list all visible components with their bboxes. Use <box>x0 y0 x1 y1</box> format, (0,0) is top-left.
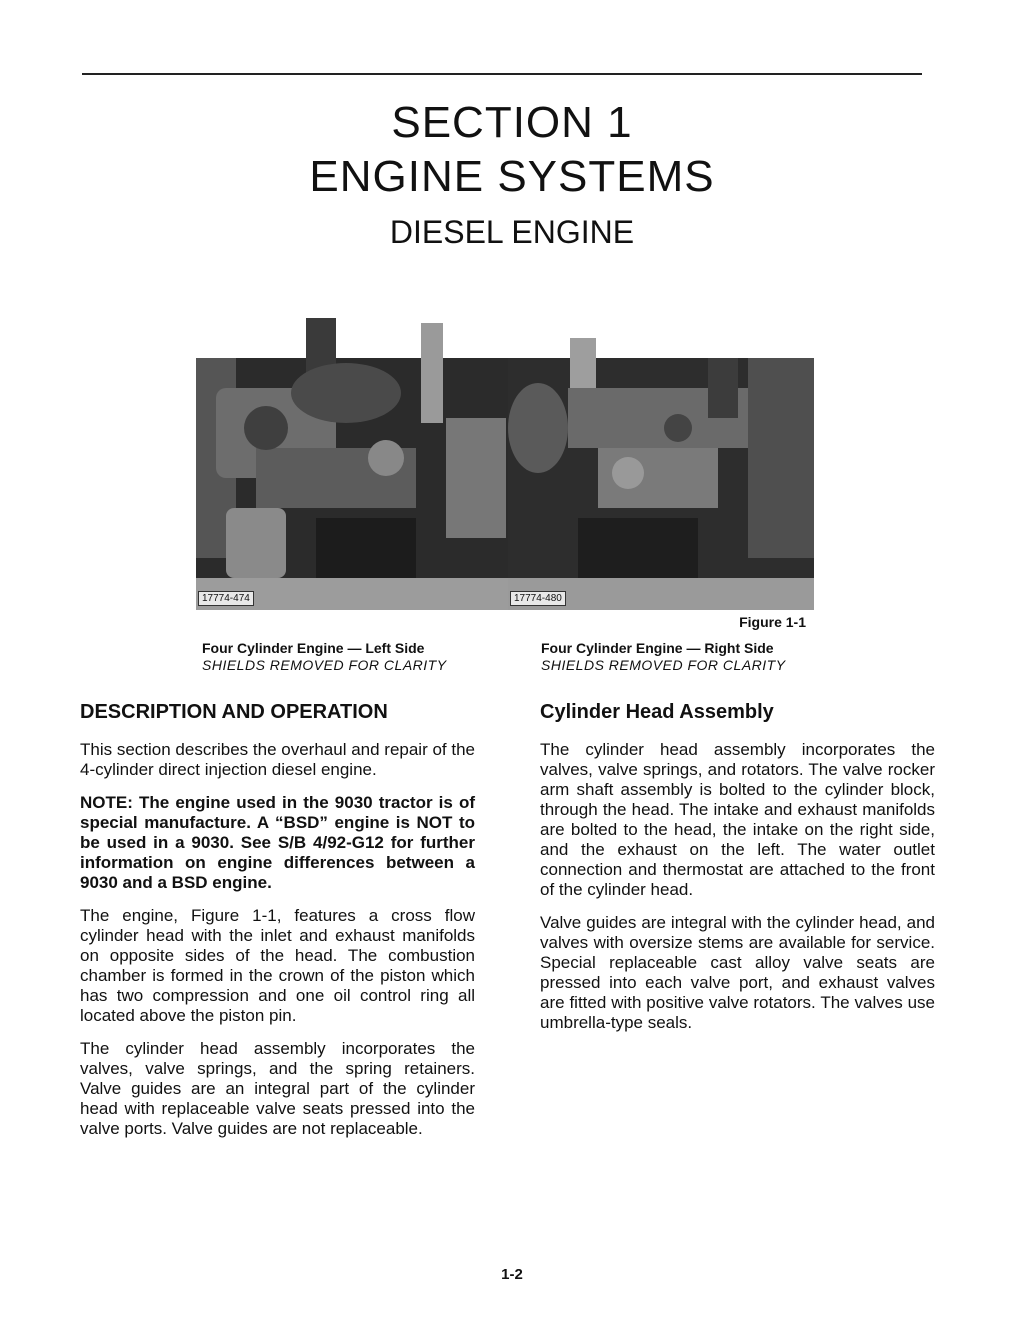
caption-right <box>541 640 786 674</box>
caption-right-note: SHIELDS REMOVED FOR CLARITY <box>541 657 786 673</box>
top-rule <box>82 73 922 75</box>
left-column <box>80 702 475 1152</box>
page-number: 1-2 <box>501 1266 523 1283</box>
cylinder-head-paragraph-2: Valve guides are integral with the cylinder head, and valves with oversize stems are available for service. Special replaceable cast alloy valve seats are pressed into each valve port, and exhaust valves are fitted with positive valve rotators. The valves use umbrella-type seals. <box>540 913 935 1032</box>
caption-left-title: Four Cylinder Engine — Left Side <box>202 640 425 656</box>
figure-number: Figure 1-1 <box>739 614 806 630</box>
photo-id-left: 17774-474 <box>198 591 254 606</box>
caption-left <box>202 640 447 674</box>
description-heading: DESCRIPTION AND OPERATION <box>80 701 388 723</box>
description-paragraph-2: The engine, Figure 1-1, features a cross flow cylinder head with the inlet and exhaust manifolds on opposite sides of the head. The combustion chamber is formed in the crown of the piston which has two compression and one oil control ring all located above the piston pin. <box>80 906 475 1025</box>
photo-id-right: 17774-480 <box>510 591 566 606</box>
engine-right-illustration <box>508 298 814 610</box>
section-subtitle: DIESEL ENGINE <box>389 214 635 250</box>
cylinder-head-paragraph-1: The cylinder head assembly incorporates the valves, valve springs, and rotators. The valve rocker arm shaft assembly is bolted to the cylinder block, through the head. The intake and exhaust manifolds are bolted to the head, the intake on the right side, and the exhaust on the left. The water outlet connection and thermostat are attached to the front of the cylinder head. <box>540 740 935 899</box>
note-paragraph: NOTE: The engine used in the 9030 tractor is of special manufacture. A “BSD” engine is NOT to be used in a 9030. See S/B 4/92-G12 for further information on engine differences between a 9030 and a BSD engine. <box>80 793 475 892</box>
description-paragraph-3: The cylinder head assembly incorporates the valves, valve springs, and the spring retainers. Valve guides are an integral part of the cylinder head with replaceable valve seats pressed into the valve ports. Valve guides are not replaceable. <box>80 1039 475 1138</box>
engine-photo-left <box>196 298 508 610</box>
section-number: SECTION 1 <box>391 98 633 147</box>
cylinder-head-heading: Cylinder Head Assembly <box>540 701 774 723</box>
caption-left-note: SHIELDS REMOVED FOR CLARITY <box>202 657 447 673</box>
right-column <box>540 702 935 1046</box>
description-paragraph-1: This section describes the overhaul and repair of the 4-cylinder direct injection diesel engine. <box>80 740 476 779</box>
section-title: ENGINE SYSTEMS <box>309 152 715 201</box>
engine-left-illustration <box>196 298 508 610</box>
engine-photo-right <box>508 298 814 610</box>
caption-right-title: Four Cylinder Engine — Right Side <box>541 640 774 656</box>
